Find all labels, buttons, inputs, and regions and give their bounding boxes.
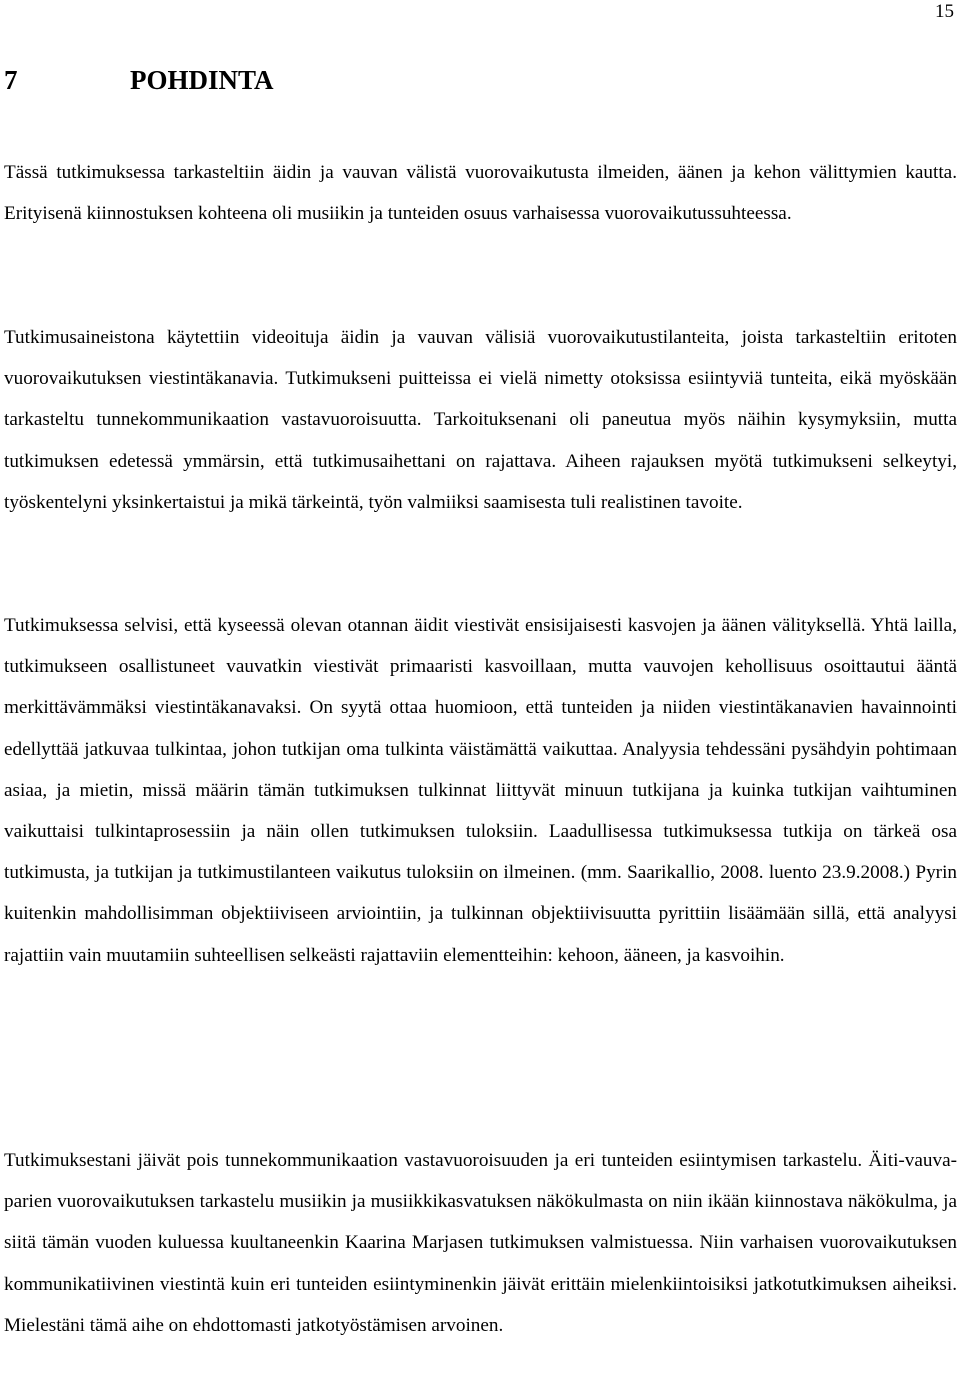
section-title: POHDINTA: [130, 65, 274, 95]
paragraph-1: Tässä tutkimuksessa tarkasteltiin äidin ja vauvan välistä vuorovaikutusta ilmeiden, äänen ja kehon välittymien kautta. Erityisenä kiinnostuksen kohteena oli musiikin ja tunteiden osuus varhaisessa vuorovaikutussuhteessa.: [4, 162, 957, 225]
page-number: 15: [935, 1, 954, 22]
section-number: 7: [4, 65, 18, 95]
paragraph-3: Tutkimuksessa selvisi, että kyseessä olevan otannan äidit viestivät ensisijaisesti kasvojen ja äänen välityksellä. Yhtä lailla, tutkimukseen osallistuneet vauvatkin viestivät primaaristi kasvoillaan, mutta vauvojen kehollisuus osoittautui ääntä merkittävämmäksi viestintäkanavaksi. On syytä ottaa huomioon, että tunteiden ja niiden viestintäkanavien havainnointi edellyttää jatkuvaa tulkintaa, johon tutkijan oma tulkinta väistämättä vaikuttaa. Analyysia tehdessäni pysähdyin pohtimaan asiaa, ja mietin, missä määrin tämän tutkimuksen tulkinnat liittyvät minuun tutkijana ja kuinka tutkijan vaihtuminen vaikuttaisi tulkintaprosessiin ja näin ollen tutkimuksen tuloksiin. Laadullisessa tutkimuksessa tutkija on tärkeä osa tutkimusta, ja tutkijan ja tutkimustilanteen vaikutus tuloksiin on ilmeinen. (mm. Saarikallio, 2008. luento 23.9.2008.) Pyrin kuitenkin mahdollisimman objektiiviseen arviointiin, ja tulkinnan objektiivisuutta pyrittiin lisäämään sillä, että analyysi rajattiin vain muutamiin suhteellisen selkeästi rajattaviin elementteihin: kehoon, ääneen, ja kasvoihin.: [4, 615, 957, 966]
paragraph-2: Tutkimusaineistona käytettiin videoituja äidin ja vauvan välisiä vuorovaikutustilanteita, joista tarkasteltiin eritoten vuorovaikutuksen viestintäkanavia. Tutkimukseni puitteissa ei vielä nimetty otoksissa esiintyviä tunteita, eikä myöskään tarkasteltu tunnekommunikaation vastavuoroisuutta. Tarkoituksenani oli paneutua myös näihin kysymyksiin, mutta tutkimuksen edetessä ymmärsin, että tutkimusaihettani on rajattava. Aiheen rajauksen myötä tutkimukseni selkeytyi, työskentelyni yksinkertaistui ja mikä tärkeintä, työn valmiiksi saamisesta tuli realistinen tavoite.: [4, 327, 957, 513]
section-heading: [4, 60, 274, 100]
paragraph-4: Tutkimuksestani jäivät pois tunnekommunikaation vastavuoroisuuden ja eri tunteiden esiintymisen tarkastelu. Äiti-vauva-parien vuorovaikutuksen tarkastelu musiikin ja musiikkikasvatuksen näkökulmasta on niin ikään kiinnostava näkökulma, ja siitä tämän vuoden kuluessa kuultaneenkin Kaarina Marjasen tutkimuksen valmistuessa. Niin varhaisen vuorovaikutuksen kommunikatiivinen viestintä kuin eri tunteiden esiintyminenkin jäivät erittäin mielenkiintoisiksi jatkotutkimuksen aiheiksi. Mielestäni tämä aihe on ehdottomasti jatkotyöstämisen arvoinen.: [4, 1150, 957, 1336]
